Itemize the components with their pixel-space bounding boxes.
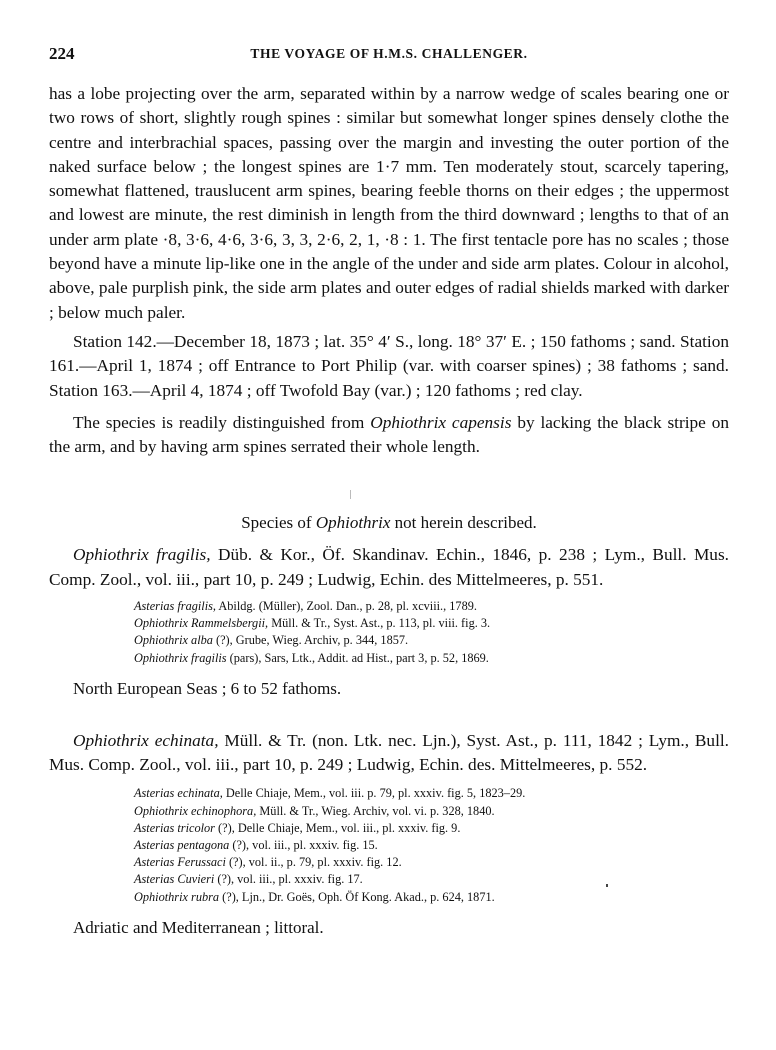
species-2-citation-text: Müll. & Tr. (non. Ltk. nec. Ljn.), Syst. Ast., p. 111, 1842 ; Lym., Bull. Mus. Comp. Zool., vol. iii., part 10, p. 249 ; Ludwig, Echin. des. Mittelmeeres, p. 552. xyxy=(49,730,729,775)
species-2-synonyms xyxy=(134,785,729,905)
species-1-name: Ophiothrix fragilis, xyxy=(73,545,211,565)
synonym-name: Ophiothrix fragilis xyxy=(134,650,227,665)
section-title-genus: Ophiothrix xyxy=(315,513,391,533)
description-paragraph: has a lobe projecting over the arm, separated within by a narrow wedge of scales bearing one or two rows of short, slightly rough spines : similar but somewhat longer spines densely clothe the centre and interbrachial spaces, passing over the margin and investing the outer portion of the naked surface below ; the longest spines are 1·7 mm. Ten moderately stout, scarcely tapering, somewhat flattened, trauslucent arm spines, bearing feeble thorns on their edges ; the uppermost and lowest are minute, the rest diminish in length from the third downward ; lengths to that of an under arm plate ·8, 3·6, 4·6, 3·6, 3, 3, 2·6, 2, 1, ·8 : 1. The first tentacle pore has no scales ; those beyond have a minute lip-like one in the angle of the under and side arm plates. Colour in alcohol, above, pale purplish pink, the side arm plates and outer edges of radial shields marked with darker ; below much paler. xyxy=(49,84,729,322)
synonym-item xyxy=(134,854,729,871)
synonym-name: Ophiothrix echinophora, xyxy=(134,803,257,818)
species-2-citation xyxy=(49,729,729,778)
section-title xyxy=(49,511,729,535)
species-1-citation-text: Düb. & Kor., Öf. Skandinav. Echin., 1846, p. 238 ; Lym., Bull. Mus. Comp. Zool., vol. iii., part 10, p. 249 ; Ludwig, Echin. des Mittelmeeres, p. 551. xyxy=(49,545,729,589)
synonym-name: Asterias fragilis, xyxy=(134,599,216,614)
synonym-ref: (?), Grube, Wieg. Archiv, p. 344, 1857. xyxy=(212,633,409,648)
species-1-citation xyxy=(49,543,729,592)
print-speck xyxy=(606,884,608,887)
species-1-synonyms xyxy=(134,598,729,667)
synonym-ref: Müll. & Tr., Wieg. Archiv, vol. vi. p. 328, 1840. xyxy=(256,803,495,818)
species-2-name: Ophiothrix echinata, xyxy=(73,730,219,750)
synonym-ref: Abildg. (Müller), Zool. Dan., p. 28, pl. xcviii., 1789. xyxy=(216,599,477,614)
print-mark xyxy=(350,490,351,499)
synonym-item xyxy=(134,837,729,854)
synonym-ref: (?), vol. iii., pl. xxxiv. fig. 15. xyxy=(229,838,378,853)
section-title-before: Species of xyxy=(241,513,316,533)
remark-paragraph xyxy=(49,411,729,460)
synonym-name: Ophiothrix rubra xyxy=(134,889,220,904)
synonym-name: Asterias Ferussaci xyxy=(134,855,226,870)
synonym-item xyxy=(134,871,729,888)
page-body xyxy=(49,82,729,940)
synonym-ref: (?), Delle Chiaje, Mem., vol. iii., pl. xxxiv. fig. 9. xyxy=(214,820,461,835)
synonym-item xyxy=(134,889,729,906)
synonym-item xyxy=(134,615,729,632)
synonym-ref: (?), Ljn., Dr. Goës, Oph. Öf Kong. Akad., p. 624, 1871. xyxy=(219,889,495,904)
synonym-name: Asterias pentagona xyxy=(134,838,230,853)
synonym-ref: Delle Chiaje, Mem., vol. iii. p. 79, pl. xxxiv. fig. 5, 1823–29. xyxy=(222,786,526,801)
synonym-item xyxy=(134,598,729,615)
synonym-item xyxy=(134,803,729,820)
synonym-ref: (pars), Sars, Ltk., Addit. ad Hist., part 3, p. 52, 1869. xyxy=(226,650,489,665)
remark-text-after: by lacking the black stripe on the arm, and by having arm spines serrated their whole length. xyxy=(49,412,729,457)
synonym-ref: (?), vol. iii., pl. xxxiv. fig. 17. xyxy=(214,872,363,887)
species-1-locality: North European Seas ; 6 to 52 fathoms. xyxy=(73,678,342,698)
remark-genus-name: Ophiothrix capensis xyxy=(370,412,512,432)
synonym-item xyxy=(134,785,729,802)
synonym-ref: (?), vol. ii., p. 79, pl. xxxiv. fig. 12. xyxy=(225,855,402,870)
remark-text-before: The species is readily distinguished from xyxy=(73,412,371,432)
synonym-name: Asterias echinata, xyxy=(134,786,223,801)
synonym-name: Ophiothrix Rammelsbergii, xyxy=(134,616,269,631)
synonym-name: Ophiothrix alba xyxy=(134,633,213,648)
stations-paragraph: Station 142.—December 18, 1873 ; lat. 35° 4′ S., long. 18° 37′ E. ; 150 fathoms ; sand. Station 161.—April 1, 1874 ; off Entrance to Port Philip (var. with coarser spines) ; 38 fathoms ; sand. Station 163.—April 4, 1874 ; off Twofold Bay (var.) ; 120 fathoms ; red clay. xyxy=(49,331,729,400)
running-title: THE VOYAGE OF H.M.S. CHALLENGER. xyxy=(250,46,528,61)
page-number: 224 xyxy=(49,44,75,63)
synonym-name: Asterias Cuvieri xyxy=(134,872,215,887)
synonym-name: Asterias tricolor xyxy=(134,820,215,835)
synonym-item xyxy=(134,820,729,837)
page-header xyxy=(49,44,729,68)
synonym-item xyxy=(134,650,729,667)
synonym-ref: Müll. & Tr., Syst. Ast., p. 113, pl. viii. fig. 3. xyxy=(268,616,491,631)
species-2-locality: Adriatic and Mediterranean ; littoral. xyxy=(73,917,324,937)
section-title-after: not herein described. xyxy=(390,513,537,533)
synonym-item xyxy=(134,632,729,649)
